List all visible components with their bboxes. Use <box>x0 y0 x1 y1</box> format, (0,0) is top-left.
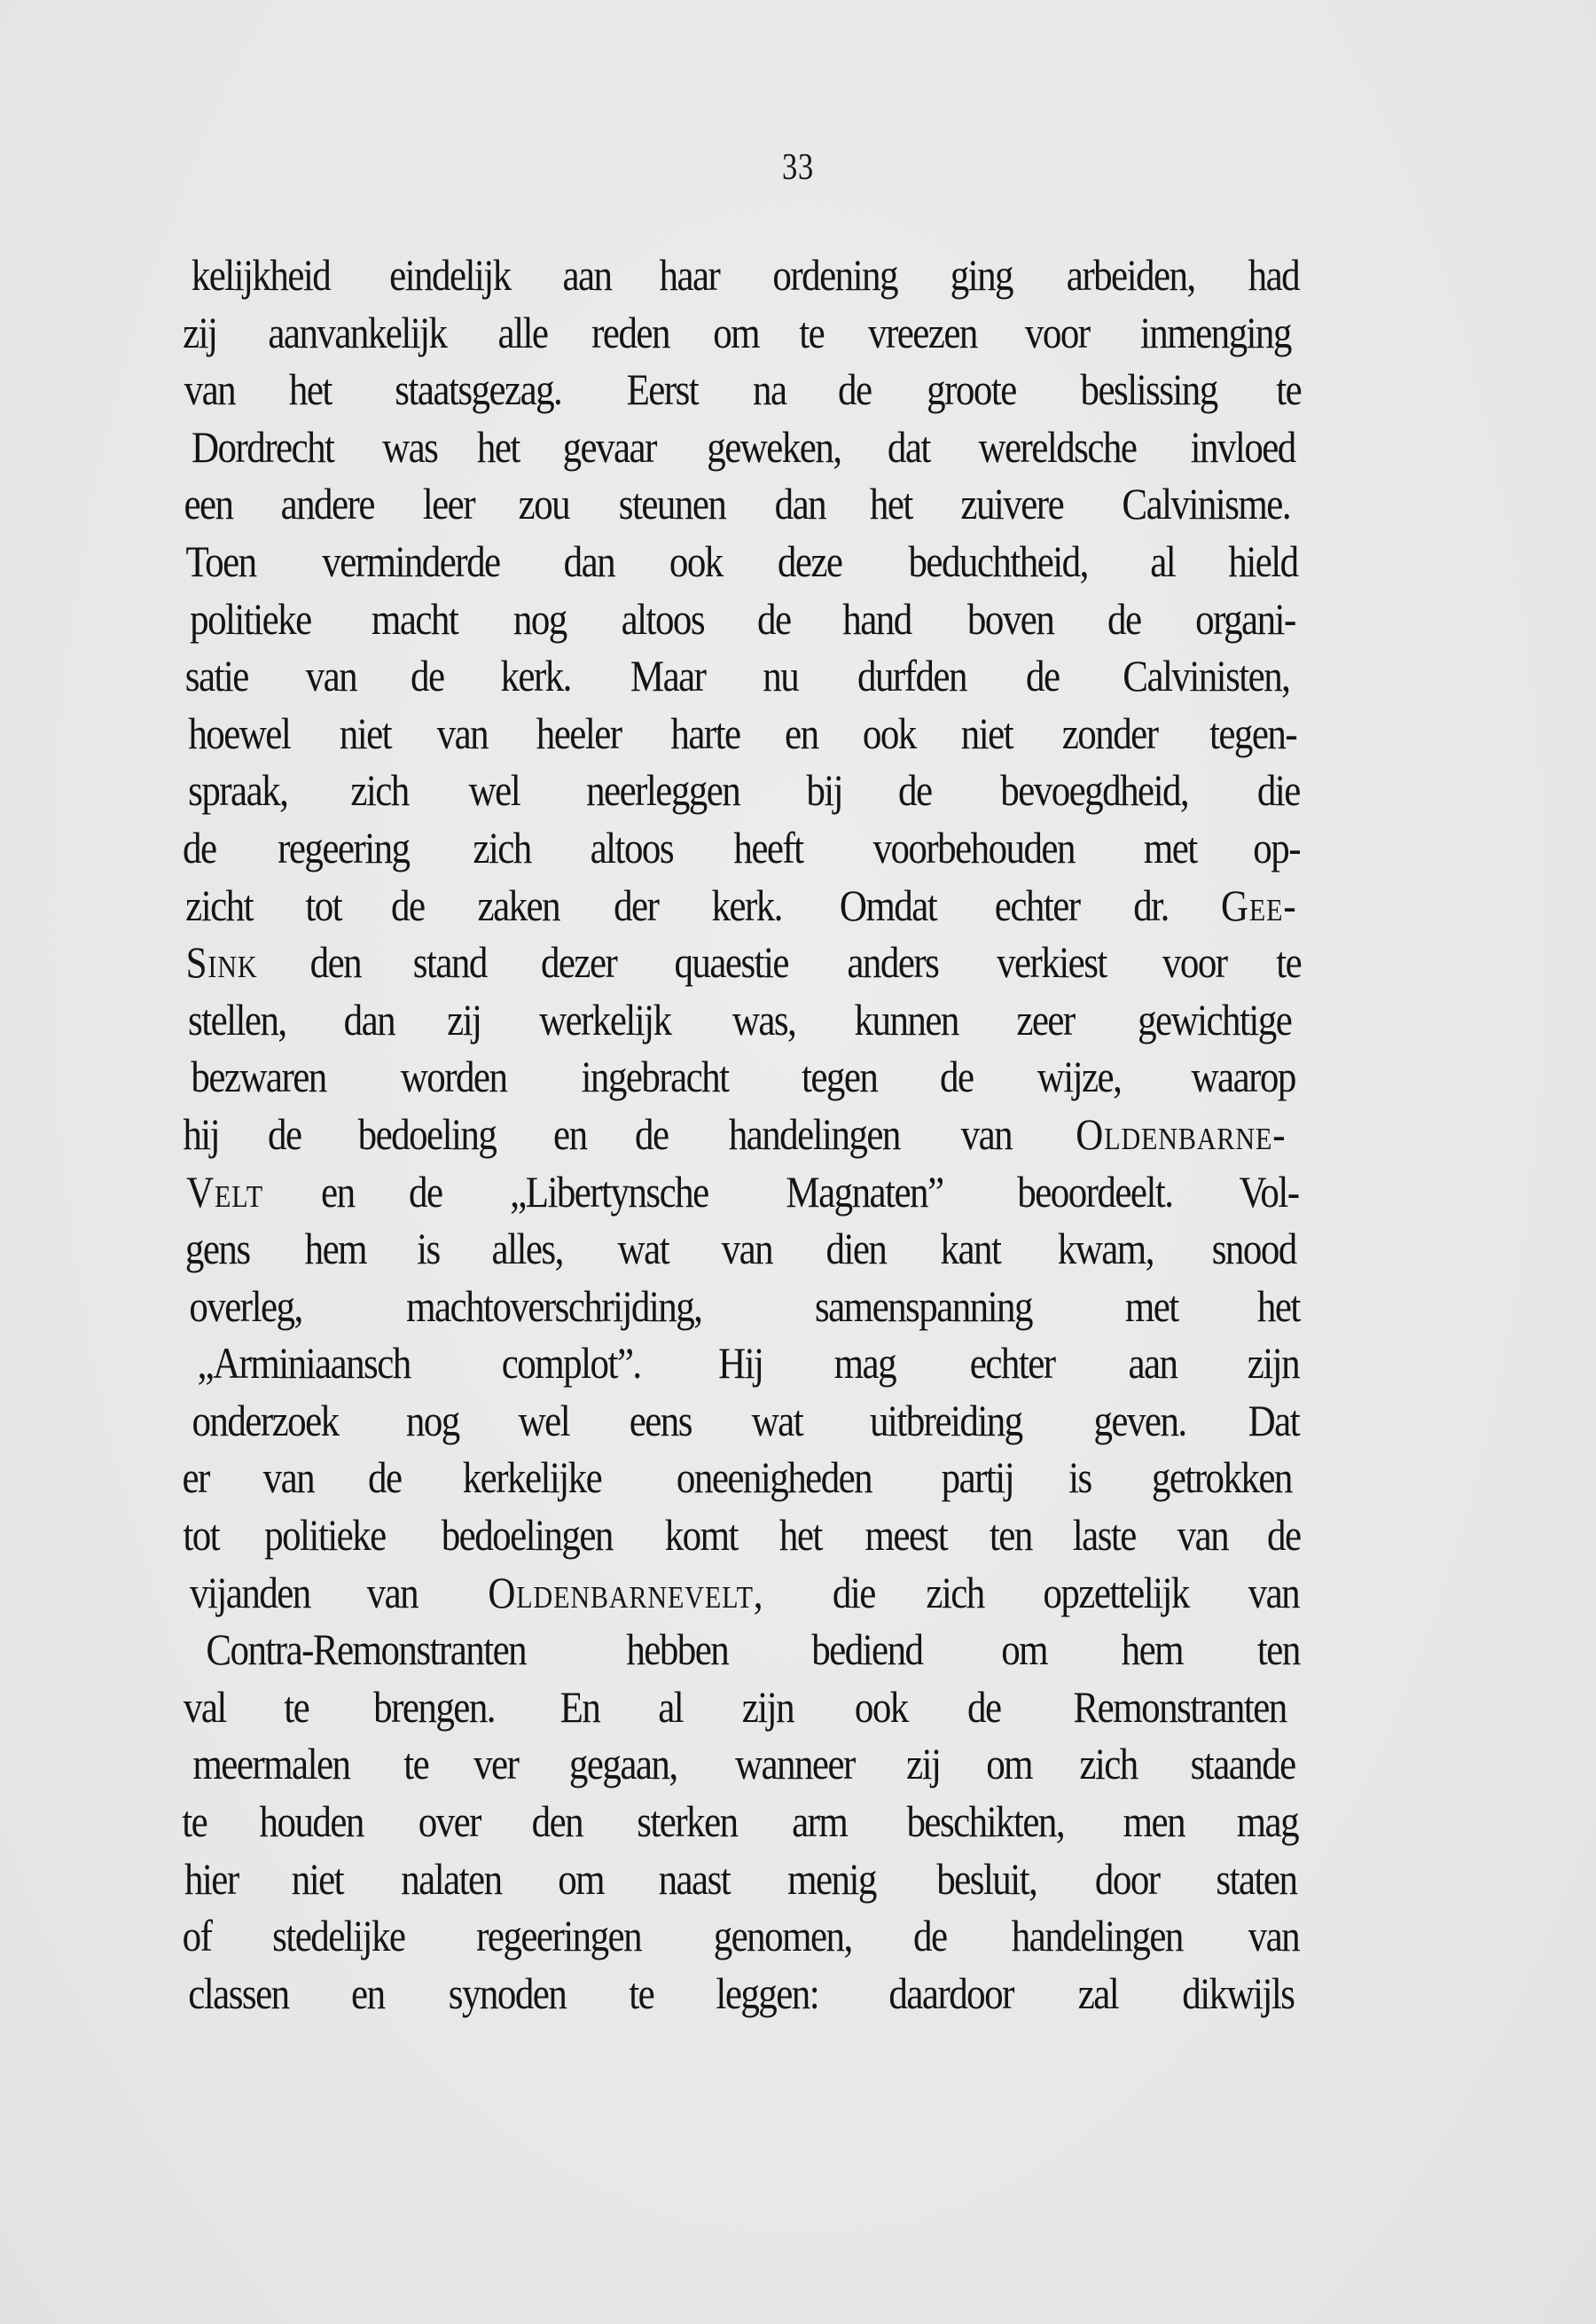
word: gevaar <box>563 421 657 472</box>
word: de <box>268 1108 301 1159</box>
word: Omdat <box>839 880 936 930</box>
text-line <box>180 1334 1303 1392</box>
word: geweken, <box>707 421 841 472</box>
word: ordening <box>772 250 897 300</box>
word: Sink <box>185 937 258 988</box>
word: bij <box>806 765 842 816</box>
word: eens <box>629 1395 692 1445</box>
word: beschikten, <box>906 1796 1064 1847</box>
word: naast <box>658 1853 731 1904</box>
word: de <box>756 593 791 644</box>
word: altoos <box>590 822 674 872</box>
word: houden <box>259 1796 364 1847</box>
word: het <box>477 421 520 472</box>
word: classen <box>188 1968 289 2018</box>
text-line <box>180 1220 1303 1278</box>
word: de <box>966 1681 1001 1732</box>
word: ver <box>473 1739 519 1789</box>
word: het <box>1257 1280 1301 1331</box>
word: zij <box>906 1739 941 1789</box>
word: Eerst <box>626 364 699 415</box>
word: dien <box>825 1224 886 1274</box>
word: hoewel <box>188 708 291 758</box>
text-line <box>180 705 1303 763</box>
word: partij <box>941 1452 1013 1503</box>
word: zich <box>350 765 410 816</box>
word: val <box>183 1681 226 1732</box>
word: „Arminiaansch <box>197 1338 411 1389</box>
word: Gee- <box>1221 880 1298 930</box>
word: ook <box>862 708 916 758</box>
word: over <box>418 1796 481 1847</box>
word: tegen- <box>1209 708 1296 758</box>
word: synoden <box>448 1968 567 2018</box>
word: van <box>184 364 236 415</box>
word: zeer <box>1016 994 1076 1045</box>
word: de <box>1025 651 1060 701</box>
word: dan <box>343 994 395 1045</box>
text-line <box>180 1735 1303 1793</box>
word: laste <box>1072 1510 1136 1561</box>
word: handelingen <box>728 1108 900 1159</box>
word: organi- <box>1195 593 1295 644</box>
word: wel <box>468 765 520 816</box>
word: te <box>182 1796 207 1847</box>
word: voor <box>1024 307 1090 357</box>
word: waarop <box>1191 1052 1295 1102</box>
word: Dat <box>1248 1395 1300 1445</box>
word: samenspanning <box>815 1280 1033 1331</box>
word: en <box>553 1108 587 1159</box>
word: regeeringen <box>476 1911 642 1961</box>
word: staande <box>1190 1739 1295 1789</box>
word: staten <box>1216 1853 1297 1904</box>
word: niet <box>291 1853 344 1904</box>
word: uitbreiding <box>870 1395 1023 1445</box>
word: anders <box>847 937 939 988</box>
word: van <box>436 708 489 758</box>
word: hier <box>184 1853 239 1904</box>
word: nalaten <box>400 1853 502 1904</box>
word: vijanden <box>190 1567 310 1617</box>
word: echter <box>994 880 1080 930</box>
word: leggen: <box>716 1968 818 2018</box>
word: vreezen <box>868 307 977 357</box>
word: Hij <box>717 1338 763 1389</box>
word: zich <box>1079 1739 1138 1789</box>
text-line <box>180 877 1303 935</box>
word: Oldenbarne- <box>1076 1108 1287 1159</box>
word: tot <box>183 1510 220 1561</box>
text-line <box>180 1106 1303 1163</box>
word: neerleggen <box>586 765 740 816</box>
word: de <box>411 651 444 701</box>
word: besluit, <box>936 1853 1037 1904</box>
text-line <box>180 819 1303 877</box>
word: meest <box>864 1510 947 1561</box>
word: wanneer <box>735 1739 855 1789</box>
word: den <box>309 937 361 988</box>
word: de <box>635 1108 669 1159</box>
word: om <box>986 1739 1032 1789</box>
text-line <box>180 475 1303 533</box>
word: staatsgezag. <box>394 364 561 415</box>
word: al <box>1149 536 1175 586</box>
word: dezer <box>540 937 617 988</box>
word: zonder <box>1061 708 1158 758</box>
word: menig <box>787 1853 877 1904</box>
text-line <box>180 1048 1303 1106</box>
word: geven. <box>1093 1395 1186 1445</box>
text-line <box>180 1678 1303 1736</box>
word: voor <box>1162 937 1227 988</box>
page-number: 33 <box>781 147 815 188</box>
word: gewichtige <box>1137 994 1291 1045</box>
word: zij <box>446 994 481 1045</box>
word: Velt <box>186 1166 263 1217</box>
word: leer <box>422 479 474 529</box>
word: niet <box>960 708 1013 758</box>
word: satie <box>184 651 248 701</box>
word: de <box>940 1052 974 1102</box>
text-line <box>180 1907 1303 1965</box>
word: dr. <box>1133 880 1169 930</box>
word: politieke <box>264 1510 386 1561</box>
word: was, <box>732 994 796 1045</box>
text-line <box>180 591 1303 648</box>
word: is <box>417 1224 441 1274</box>
word: wat <box>751 1395 803 1445</box>
word: en <box>321 1166 355 1217</box>
text-line <box>180 1793 1303 1851</box>
text-line <box>180 647 1303 705</box>
word: Remonstranten <box>1073 1681 1287 1732</box>
word: verminderde <box>322 536 500 586</box>
word: gens <box>184 1224 250 1274</box>
word: bezwaren <box>191 1052 326 1102</box>
word: het <box>288 364 332 415</box>
word: stand <box>412 937 487 988</box>
word: ingebracht <box>581 1052 729 1102</box>
word: de <box>837 364 872 415</box>
word: andere <box>280 479 374 529</box>
word: sterken <box>637 1796 738 1847</box>
word: genomen, <box>713 1911 852 1961</box>
word: met <box>1143 822 1197 872</box>
text-line <box>180 1449 1303 1506</box>
word: alle <box>497 307 548 357</box>
word: zij <box>183 307 217 357</box>
word: van <box>1248 1911 1300 1961</box>
text-line <box>180 1621 1303 1678</box>
word: arbeiden, <box>1067 250 1196 300</box>
word: om <box>1000 1624 1047 1675</box>
word: tot <box>304 880 341 930</box>
word: de <box>1107 593 1141 644</box>
word: onderzoek <box>192 1395 339 1445</box>
word: hij <box>183 1108 220 1159</box>
text-line <box>180 1851 1303 1908</box>
word: had <box>1248 250 1300 300</box>
word: den <box>531 1796 583 1847</box>
word: overleg, <box>189 1280 302 1331</box>
word: opzettelijk <box>1043 1567 1190 1617</box>
word: inmenging <box>1140 307 1292 357</box>
word: Calvinisten, <box>1123 651 1290 701</box>
word: getrokken <box>1152 1452 1293 1503</box>
text-line <box>180 246 1303 304</box>
word: de <box>1267 1510 1301 1561</box>
word: de <box>183 822 216 872</box>
word: wijze, <box>1037 1052 1122 1102</box>
word: kant <box>940 1224 1000 1274</box>
word: en <box>785 708 818 758</box>
word: machtoverschrijding, <box>406 1280 702 1331</box>
text-line <box>180 991 1303 1049</box>
word: dan <box>564 536 615 586</box>
word: eindelijk <box>389 250 511 300</box>
word: hebben <box>626 1624 729 1675</box>
word: bedoelingen <box>441 1510 614 1561</box>
word: aan <box>562 250 612 300</box>
word: En <box>560 1681 600 1732</box>
text-line <box>180 1506 1303 1564</box>
word: verkiest <box>997 937 1107 988</box>
word: aanvankelijk <box>267 307 447 357</box>
word: zuivere <box>960 479 1064 529</box>
word: de <box>913 1911 947 1961</box>
word: mag <box>833 1338 896 1389</box>
word: nog <box>405 1395 459 1445</box>
word: zicht <box>185 880 253 930</box>
word: zich <box>926 1567 984 1617</box>
word: der <box>613 880 659 930</box>
text-line <box>180 762 1303 819</box>
word: die <box>1257 765 1301 816</box>
word: harte <box>670 708 740 758</box>
word: aan <box>1128 1338 1177 1389</box>
word: van <box>721 1224 772 1274</box>
word: van <box>305 651 356 701</box>
word: hield <box>1228 536 1298 586</box>
text-line <box>180 1965 1303 2023</box>
word: beduchtheid, <box>908 536 1088 586</box>
word: van <box>366 1567 419 1617</box>
text-line <box>180 533 1303 591</box>
word: een <box>184 479 233 529</box>
word: oneenigheden <box>676 1452 872 1503</box>
word: ook <box>669 536 723 586</box>
word: komt <box>664 1510 739 1561</box>
word: steunen <box>618 479 726 529</box>
word: van <box>1177 1510 1229 1561</box>
word: beslissing <box>1080 364 1217 415</box>
word: ten <box>989 1510 1032 1561</box>
text-line <box>180 934 1303 991</box>
word: en <box>351 1968 385 2018</box>
word: hem <box>304 1224 366 1274</box>
word: stellen, <box>188 994 286 1045</box>
word: dat <box>888 421 931 472</box>
word: kerkelijke <box>463 1452 602 1503</box>
word: van <box>960 1108 1012 1159</box>
word: ten <box>1257 1624 1301 1675</box>
word: kwam, <box>1057 1224 1154 1274</box>
word: beoordeelt. <box>1017 1166 1173 1217</box>
word: wat <box>617 1224 669 1274</box>
word: wel <box>518 1395 569 1445</box>
text-line <box>180 1392 1303 1450</box>
word: heeft <box>733 822 803 872</box>
word: te <box>1276 937 1302 988</box>
word: men <box>1123 1796 1185 1847</box>
word: van <box>262 1452 314 1503</box>
word: dan <box>775 479 826 529</box>
word: is <box>1068 1452 1091 1503</box>
text-line <box>180 1278 1303 1335</box>
word: kelijkheid <box>191 250 331 300</box>
word: te <box>1276 364 1302 415</box>
word: boven <box>967 593 1054 644</box>
word: Vol- <box>1239 1166 1299 1217</box>
word: zich <box>473 822 531 872</box>
word: zijn <box>1247 1338 1300 1389</box>
word: dikwijls <box>1182 1968 1295 2018</box>
word: haar <box>659 250 719 300</box>
word: „Libertynsche <box>510 1166 708 1217</box>
word: wereldsche <box>978 421 1137 472</box>
word: voorbehouden <box>872 822 1076 872</box>
word: niet <box>340 708 392 758</box>
text-line <box>180 361 1303 419</box>
word: hem <box>1121 1624 1184 1675</box>
word: op- <box>1252 822 1300 872</box>
word: tegen <box>801 1052 877 1102</box>
word: Oldenbarnevelt, <box>487 1567 763 1617</box>
word: te <box>403 1739 429 1789</box>
word: politieke <box>190 593 311 644</box>
word: quaestie <box>674 937 788 988</box>
word: nu <box>762 651 798 701</box>
word: er <box>182 1452 209 1503</box>
word: het <box>779 1510 823 1561</box>
word: brengen. <box>373 1681 495 1732</box>
word: de <box>368 1452 402 1503</box>
word: Dordrecht <box>192 421 334 472</box>
word: de <box>390 880 425 930</box>
word: daardoor <box>888 1968 1013 2018</box>
word: het <box>870 479 912 529</box>
word: gegaan, <box>569 1739 678 1789</box>
word: zijn <box>741 1681 794 1732</box>
word: hand <box>842 593 911 644</box>
word: of <box>182 1911 212 1961</box>
word: kunnen <box>854 994 958 1045</box>
word: altoos <box>621 593 704 644</box>
word: zal <box>1077 1968 1119 2018</box>
word: al <box>657 1681 683 1732</box>
word: durfden <box>857 651 966 701</box>
word: bediend <box>810 1624 923 1675</box>
word: handelingen <box>1011 1911 1183 1961</box>
word: Magnaten” <box>786 1166 943 1217</box>
word: regeering <box>277 822 410 872</box>
word: te <box>798 307 824 357</box>
word: arm <box>792 1796 848 1847</box>
word: Toen <box>185 536 256 586</box>
word: kerk. <box>711 880 782 930</box>
word: bedoeling <box>357 1108 497 1159</box>
word: macht <box>372 593 458 644</box>
word: de <box>409 1166 442 1217</box>
word: met <box>1125 1280 1179 1331</box>
word: Calvinisme. <box>1121 479 1290 529</box>
word: complot”. <box>501 1338 641 1389</box>
word: mag <box>1236 1796 1299 1847</box>
word: groote <box>927 364 1016 415</box>
word: bevoegdheid, <box>1000 765 1188 816</box>
word: te <box>629 1968 654 2018</box>
text-line <box>180 1163 1303 1221</box>
word: heeler <box>536 708 622 758</box>
text-line <box>180 419 1303 476</box>
word: van <box>1248 1567 1300 1617</box>
word: reden <box>591 307 670 357</box>
word: worden <box>400 1052 506 1102</box>
text-line <box>180 304 1303 362</box>
word: door <box>1094 1853 1160 1904</box>
word: was <box>381 421 438 472</box>
word: ook <box>854 1681 908 1732</box>
word: zaken <box>477 880 559 930</box>
word: spraak, <box>188 765 288 816</box>
word: invloed <box>1190 421 1295 472</box>
word: deze <box>778 536 842 586</box>
word: te <box>284 1681 309 1732</box>
body-text <box>180 246 1303 2022</box>
word: meermalen <box>192 1739 350 1789</box>
word: kerk. <box>500 651 571 701</box>
word: de <box>898 765 932 816</box>
word: zou <box>518 479 570 529</box>
word: snood <box>1212 1224 1297 1274</box>
word: stedelijke <box>272 1911 405 1961</box>
word: echter <box>969 1338 1055 1389</box>
word: nog <box>512 593 567 644</box>
text-line <box>180 1564 1303 1622</box>
word: werkelijk <box>539 994 671 1045</box>
word: om <box>558 1853 605 1904</box>
word: alles, <box>491 1224 564 1274</box>
word: Maar <box>630 651 706 701</box>
word: om <box>713 307 760 357</box>
word: Contra-Remonstranten <box>206 1624 527 1675</box>
word: die <box>832 1567 875 1617</box>
word: ging <box>951 250 1013 300</box>
word: na <box>752 364 786 415</box>
